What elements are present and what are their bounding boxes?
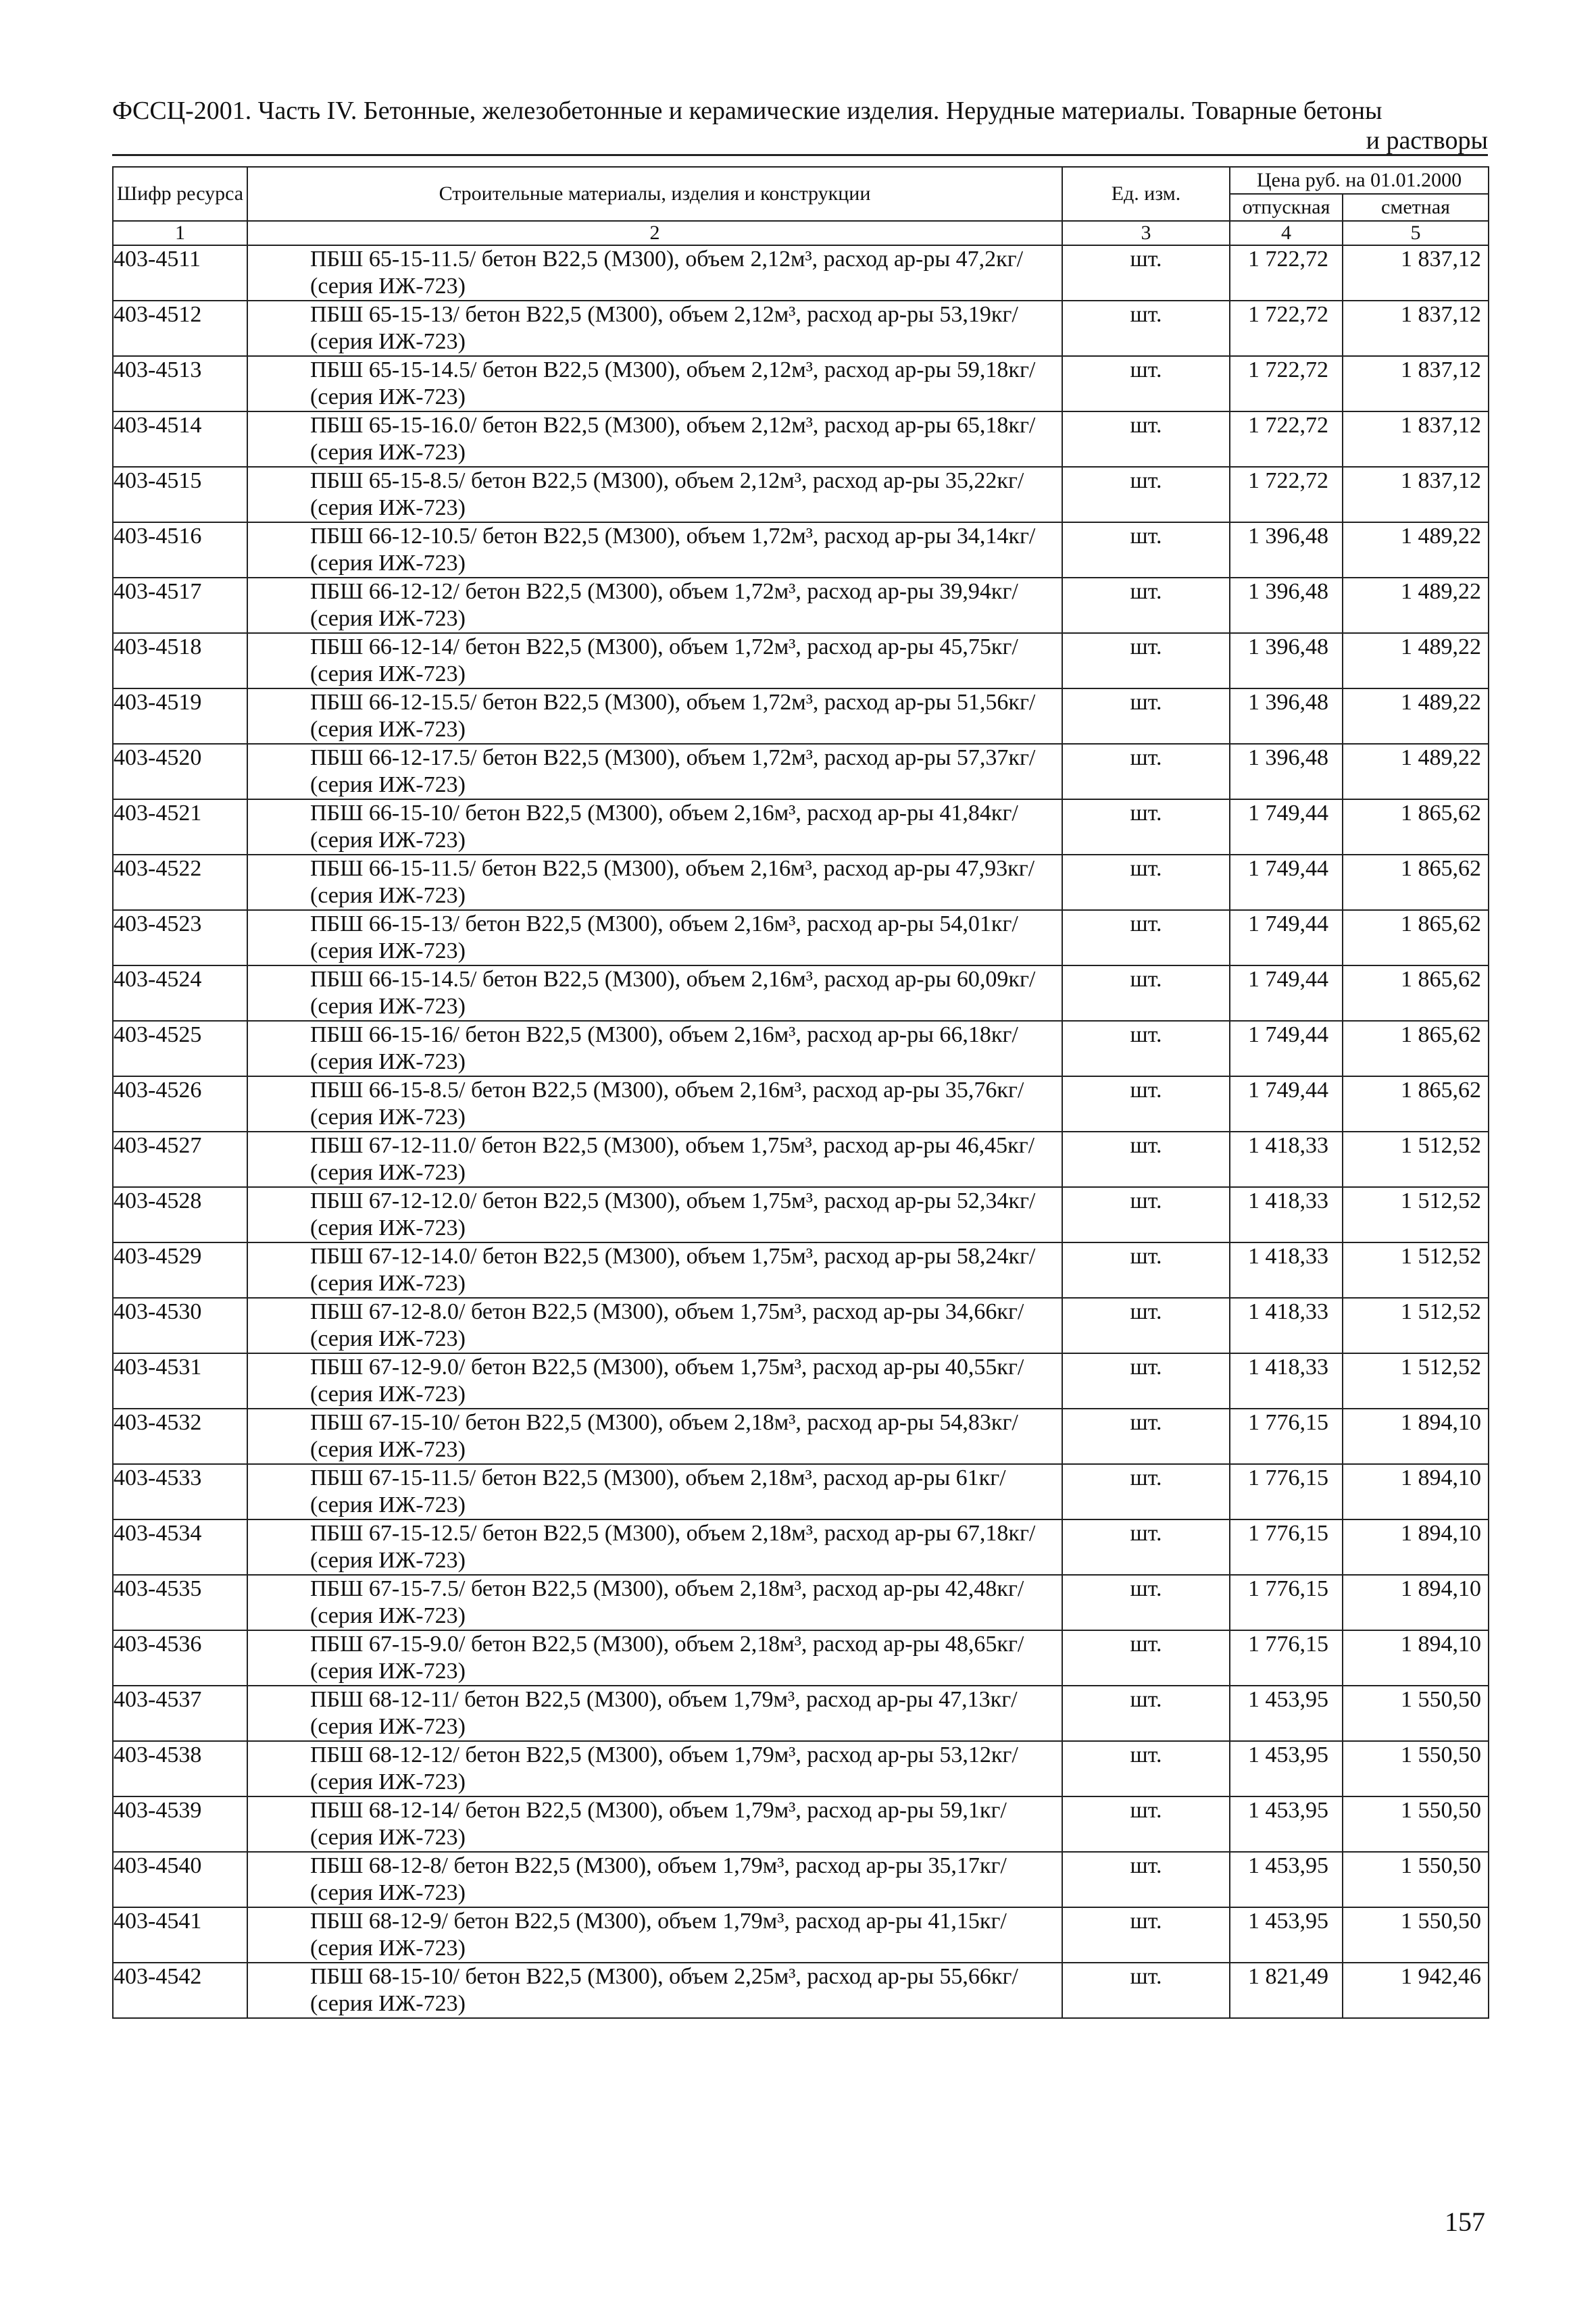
table-row (113, 1187, 1489, 1242)
price-release: 1 749,44 (1230, 799, 1343, 855)
unit-of-measure: шт. (1062, 1242, 1230, 1298)
price-release: 1 722,72 (1230, 411, 1343, 467)
unit-of-measure: шт. (1062, 1796, 1230, 1852)
header-rule (112, 154, 1488, 156)
material-name: ПБШ 67-12-11.0/ бетон В22,5 (М300), объем 1,75м³, расход ар-ры 46,45кг/ (серия ИЖ-723) (247, 1132, 1062, 1187)
table-row (113, 799, 1489, 855)
price-release: 1 396,48 (1230, 744, 1343, 799)
price-estimate: 1 550,50 (1343, 1741, 1489, 1796)
col-header-code: Шифр ресурса (113, 167, 247, 221)
resource-code: 403-4526 (113, 1076, 247, 1132)
price-release: 1 418,33 (1230, 1187, 1343, 1242)
material-name: ПБШ 68-12-12/ бетон В22,5 (М300), объем 1,79м³, расход ар-ры 53,12кг/ (серия ИЖ-723) (247, 1741, 1062, 1796)
col-header-unit: Ед. изм. (1062, 167, 1230, 221)
header-title-line2: и растворы (1366, 126, 1488, 155)
resource-code: 403-4518 (113, 633, 247, 688)
price-estimate: 1 865,62 (1343, 1076, 1489, 1132)
price-release: 1 749,44 (1230, 855, 1343, 910)
price-release: 1 453,95 (1230, 1852, 1343, 1907)
unit-of-measure: шт. (1062, 1519, 1230, 1575)
resource-code: 403-4537 (113, 1686, 247, 1741)
table-row (113, 467, 1489, 522)
material-name: ПБШ 66-12-17.5/ бетон В22,5 (М300), объем 1,72м³, расход ар-ры 57,37кг/ (серия ИЖ-723) (247, 744, 1062, 799)
resource-code: 403-4512 (113, 301, 247, 356)
price-estimate: 1 865,62 (1343, 799, 1489, 855)
unit-of-measure: шт. (1062, 855, 1230, 910)
table-row (113, 1575, 1489, 1630)
resource-code: 403-4516 (113, 522, 247, 578)
price-release: 1 776,15 (1230, 1464, 1343, 1519)
price-table (112, 166, 1489, 2019)
price-estimate: 1 865,62 (1343, 910, 1489, 965)
table-row (113, 633, 1489, 688)
price-release: 1 453,95 (1230, 1741, 1343, 1796)
price-estimate: 1 942,46 (1343, 1963, 1489, 2018)
price-release: 1 776,15 (1230, 1409, 1343, 1464)
price-release: 1 776,15 (1230, 1519, 1343, 1575)
table-row (113, 1686, 1489, 1741)
unit-of-measure: шт. (1062, 1852, 1230, 1907)
price-release: 1 749,44 (1230, 910, 1343, 965)
table-row (113, 411, 1489, 467)
resource-code: 403-4525 (113, 1021, 247, 1076)
page-header (112, 96, 1488, 155)
material-name: ПБШ 66-12-14/ бетон В22,5 (М300), объем 1,72м³, расход ар-ры 45,75кг/ (серия ИЖ-723) (247, 633, 1062, 688)
price-estimate: 1 837,12 (1343, 411, 1489, 467)
table-row (113, 1076, 1489, 1132)
header-title-line1: ФССЦ-2001. Часть IV. Бетонные, железобетонные и керамические изделия. Нерудные материалы. Товарные бетоны (112, 97, 1382, 125)
material-name: ПБШ 67-15-11.5/ бетон В22,5 (М300), объем 2,18м³, расход ар-ры 61кг/ (серия ИЖ-723) (247, 1464, 1062, 1519)
resource-code: 403-4522 (113, 855, 247, 910)
table-row (113, 688, 1489, 744)
material-name: ПБШ 67-15-10/ бетон В22,5 (М300), объем 2,18м³, расход ар-ры 54,83кг/ (серия ИЖ-723) (247, 1409, 1062, 1464)
price-estimate: 1 489,22 (1343, 688, 1489, 744)
price-release: 1 722,72 (1230, 245, 1343, 301)
price-release: 1 722,72 (1230, 356, 1343, 411)
table-row (113, 1021, 1489, 1076)
table-row (113, 1409, 1489, 1464)
price-estimate: 1 489,22 (1343, 522, 1489, 578)
material-name: ПБШ 67-12-9.0/ бетон В22,5 (М300), объем 1,75м³, расход ар-ры 40,55кг/ (серия ИЖ-723) (247, 1353, 1062, 1409)
table-row (113, 1630, 1489, 1686)
table-row (113, 1353, 1489, 1409)
col-number: 5 (1343, 221, 1489, 245)
unit-of-measure: шт. (1062, 1353, 1230, 1409)
unit-of-measure: шт. (1062, 965, 1230, 1021)
resource-code: 403-4524 (113, 965, 247, 1021)
material-name: ПБШ 65-15-11.5/ бетон В22,5 (М300), объем 2,12м³, расход ар-ры 47,2кг/ (серия ИЖ-723) (247, 245, 1062, 301)
table-row (113, 1132, 1489, 1187)
unit-of-measure: шт. (1062, 744, 1230, 799)
col-header-price: Цена руб. на 01.01.2000 (1230, 167, 1489, 194)
col-header-release: отпускная (1230, 194, 1343, 221)
table-row (113, 1963, 1489, 2018)
unit-of-measure: шт. (1062, 1741, 1230, 1796)
price-estimate: 1 865,62 (1343, 965, 1489, 1021)
price-estimate: 1 512,52 (1343, 1242, 1489, 1298)
resource-code: 403-4532 (113, 1409, 247, 1464)
price-estimate: 1 550,50 (1343, 1907, 1489, 1963)
table-row (113, 578, 1489, 633)
table-row (113, 356, 1489, 411)
price-release: 1 396,48 (1230, 522, 1343, 578)
material-name: ПБШ 66-15-14.5/ бетон В22,5 (М300), объем 2,16м³, расход ар-ры 60,09кг/ (серия ИЖ-723) (247, 965, 1062, 1021)
price-estimate: 1 512,52 (1343, 1353, 1489, 1409)
material-name: ПБШ 67-15-12.5/ бетон В22,5 (М300), объем 2,18м³, расход ар-ры 67,18кг/ (серия ИЖ-723) (247, 1519, 1062, 1575)
resource-code: 403-4514 (113, 411, 247, 467)
price-release: 1 418,33 (1230, 1353, 1343, 1409)
resource-code: 403-4513 (113, 356, 247, 411)
table-row (113, 744, 1489, 799)
col-header-name: Строительные материалы, изделия и конструкции (247, 167, 1062, 221)
resource-code: 403-4529 (113, 1242, 247, 1298)
price-release: 1 821,49 (1230, 1963, 1343, 2018)
price-release: 1 776,15 (1230, 1575, 1343, 1630)
table-row (113, 1796, 1489, 1852)
resource-code: 403-4541 (113, 1907, 247, 1963)
price-release: 1 453,95 (1230, 1907, 1343, 1963)
material-name: ПБШ 66-15-11.5/ бетон В22,5 (М300), объем 2,16м³, расход ар-ры 47,93кг/ (серия ИЖ-723) (247, 855, 1062, 910)
table-row (113, 1242, 1489, 1298)
material-name: ПБШ 67-12-12.0/ бетон В22,5 (М300), объем 1,75м³, расход ар-ры 52,34кг/ (серия ИЖ-723) (247, 1187, 1062, 1242)
unit-of-measure: шт. (1062, 1575, 1230, 1630)
table-row (113, 1852, 1489, 1907)
material-name: ПБШ 66-15-16/ бетон В22,5 (М300), объем 2,16м³, расход ар-ры 66,18кг/ (серия ИЖ-723) (247, 1021, 1062, 1076)
price-release: 1 776,15 (1230, 1630, 1343, 1686)
resource-code: 403-4528 (113, 1187, 247, 1242)
resource-code: 403-4521 (113, 799, 247, 855)
price-estimate: 1 894,10 (1343, 1519, 1489, 1575)
price-release: 1 396,48 (1230, 633, 1343, 688)
unit-of-measure: шт. (1062, 1686, 1230, 1741)
material-name: ПБШ 66-15-10/ бетон В22,5 (М300), объем 2,16м³, расход ар-ры 41,84кг/ (серия ИЖ-723) (247, 799, 1062, 855)
price-estimate: 1 894,10 (1343, 1409, 1489, 1464)
resource-code: 403-4520 (113, 744, 247, 799)
table-body (113, 245, 1489, 2018)
material-name: ПБШ 67-15-7.5/ бетон В22,5 (М300), объем 2,18м³, расход ар-ры 42,48кг/ (серия ИЖ-723) (247, 1575, 1062, 1630)
resource-code: 403-4536 (113, 1630, 247, 1686)
table-row (113, 1298, 1489, 1353)
price-estimate: 1 894,10 (1343, 1630, 1489, 1686)
price-estimate: 1 894,10 (1343, 1464, 1489, 1519)
price-release: 1 396,48 (1230, 578, 1343, 633)
resource-code: 403-4533 (113, 1464, 247, 1519)
unit-of-measure: шт. (1062, 578, 1230, 633)
resource-code: 403-4515 (113, 467, 247, 522)
col-number: 3 (1062, 221, 1230, 245)
unit-of-measure: шт. (1062, 1409, 1230, 1464)
price-release: 1 722,72 (1230, 301, 1343, 356)
material-name: ПБШ 66-12-15.5/ бетон В22,5 (М300), объем 1,72м³, расход ар-ры 51,56кг/ (серия ИЖ-723) (247, 688, 1062, 744)
price-estimate: 1 837,12 (1343, 245, 1489, 301)
table-row (113, 1907, 1489, 1963)
material-name: ПБШ 68-12-9/ бетон В22,5 (М300), объем 1,79м³, расход ар-ры 41,15кг/ (серия ИЖ-723) (247, 1907, 1062, 1963)
unit-of-measure: шт. (1062, 245, 1230, 301)
table-row (113, 301, 1489, 356)
material-name: ПБШ 65-15-14.5/ бетон В22,5 (М300), объем 2,12м³, расход ар-ры 59,18кг/ (серия ИЖ-723) (247, 356, 1062, 411)
unit-of-measure: шт. (1062, 1021, 1230, 1076)
price-release: 1 749,44 (1230, 1021, 1343, 1076)
price-estimate: 1 837,12 (1343, 356, 1489, 411)
resource-code: 403-4538 (113, 1741, 247, 1796)
unit-of-measure: шт. (1062, 1132, 1230, 1187)
price-estimate: 1 512,52 (1343, 1187, 1489, 1242)
price-estimate: 1 837,12 (1343, 301, 1489, 356)
col-number: 4 (1230, 221, 1343, 245)
resource-code: 403-4527 (113, 1132, 247, 1187)
material-name: ПБШ 67-15-9.0/ бетон В22,5 (М300), объем 2,18м³, расход ар-ры 48,65кг/ (серия ИЖ-723) (247, 1630, 1062, 1686)
price-release: 1 396,48 (1230, 688, 1343, 744)
price-estimate: 1 489,22 (1343, 633, 1489, 688)
price-estimate: 1 894,10 (1343, 1575, 1489, 1630)
price-estimate: 1 865,62 (1343, 1021, 1489, 1076)
table-row (113, 1519, 1489, 1575)
unit-of-measure: шт. (1062, 1464, 1230, 1519)
price-release: 1 418,33 (1230, 1298, 1343, 1353)
price-estimate: 1 550,50 (1343, 1852, 1489, 1907)
unit-of-measure: шт. (1062, 1963, 1230, 2018)
price-estimate: 1 837,12 (1343, 467, 1489, 522)
unit-of-measure: шт. (1062, 633, 1230, 688)
page-number: 157 (1445, 2207, 1485, 2237)
resource-code: 403-4539 (113, 1796, 247, 1852)
price-estimate: 1 512,52 (1343, 1298, 1489, 1353)
unit-of-measure: шт. (1062, 356, 1230, 411)
unit-of-measure: шт. (1062, 411, 1230, 467)
material-name: ПБШ 66-15-8.5/ бетон В22,5 (М300), объем 2,16м³, расход ар-ры 35,76кг/ (серия ИЖ-723) (247, 1076, 1062, 1132)
material-name: ПБШ 66-15-13/ бетон В22,5 (М300), объем 2,16м³, расход ар-ры 54,01кг/ (серия ИЖ-723) (247, 910, 1062, 965)
col-header-estimate: сметная (1343, 194, 1489, 221)
unit-of-measure: шт. (1062, 688, 1230, 744)
material-name: ПБШ 68-12-14/ бетон В22,5 (М300), объем 1,79м³, расход ар-ры 59,1кг/ (серия ИЖ-723) (247, 1796, 1062, 1852)
table-row (113, 855, 1489, 910)
price-release: 1 749,44 (1230, 965, 1343, 1021)
unit-of-measure: шт. (1062, 1076, 1230, 1132)
price-release: 1 418,33 (1230, 1242, 1343, 1298)
resource-code: 403-4534 (113, 1519, 247, 1575)
table-row (113, 965, 1489, 1021)
material-name: ПБШ 68-12-11/ бетон В22,5 (М300), объем 1,79м³, расход ар-ры 47,13кг/ (серия ИЖ-723) (247, 1686, 1062, 1741)
unit-of-measure: шт. (1062, 522, 1230, 578)
price-release: 1 418,33 (1230, 1132, 1343, 1187)
unit-of-measure: шт. (1062, 301, 1230, 356)
material-name: ПБШ 66-12-12/ бетон В22,5 (М300), объем 1,72м³, расход ар-ры 39,94кг/ (серия ИЖ-723) (247, 578, 1062, 633)
unit-of-measure: шт. (1062, 1630, 1230, 1686)
price-release: 1 749,44 (1230, 1076, 1343, 1132)
resource-code: 403-4530 (113, 1298, 247, 1353)
price-estimate: 1 489,22 (1343, 744, 1489, 799)
material-name: ПБШ 68-12-8/ бетон В22,5 (М300), объем 1,79м³, расход ар-ры 35,17кг/ (серия ИЖ-723) (247, 1852, 1062, 1907)
material-name: ПБШ 67-12-8.0/ бетон В22,5 (М300), объем 1,75м³, расход ар-ры 34,66кг/ (серия ИЖ-723) (247, 1298, 1062, 1353)
col-number: 1 (113, 221, 247, 245)
unit-of-measure: шт. (1062, 799, 1230, 855)
resource-code: 403-4535 (113, 1575, 247, 1630)
material-name: ПБШ 65-15-8.5/ бетон В22,5 (М300), объем 2,12м³, расход ар-ры 35,22кг/ (серия ИЖ-723) (247, 467, 1062, 522)
col-number: 2 (247, 221, 1062, 245)
material-name: ПБШ 68-15-10/ бетон В22,5 (М300), объем 2,25м³, расход ар-ры 55,66кг/ (серия ИЖ-723) (247, 1963, 1062, 2018)
price-release: 1 453,95 (1230, 1686, 1343, 1741)
price-estimate: 1 550,50 (1343, 1686, 1489, 1741)
price-estimate: 1 512,52 (1343, 1132, 1489, 1187)
price-estimate: 1 865,62 (1343, 855, 1489, 910)
material-name: ПБШ 67-12-14.0/ бетон В22,5 (М300), объем 1,75м³, расход ар-ры 58,24кг/ (серия ИЖ-723) (247, 1242, 1062, 1298)
unit-of-measure: шт. (1062, 1187, 1230, 1242)
unit-of-measure: шт. (1062, 910, 1230, 965)
price-release: 1 453,95 (1230, 1796, 1343, 1852)
resource-code: 403-4511 (113, 245, 247, 301)
table-row (113, 245, 1489, 301)
unit-of-measure: шт. (1062, 1907, 1230, 1963)
resource-code: 403-4540 (113, 1852, 247, 1907)
material-name: ПБШ 66-12-10.5/ бетон В22,5 (М300), объем 1,72м³, расход ар-ры 34,14кг/ (серия ИЖ-723) (247, 522, 1062, 578)
table-row (113, 1464, 1489, 1519)
unit-of-measure: шт. (1062, 1298, 1230, 1353)
table-row (113, 522, 1489, 578)
price-estimate: 1 550,50 (1343, 1796, 1489, 1852)
material-name: ПБШ 65-15-13/ бетон В22,5 (М300), объем 2,12м³, расход ар-ры 53,19кг/ (серия ИЖ-723) (247, 301, 1062, 356)
resource-code: 403-4519 (113, 688, 247, 744)
price-release: 1 722,72 (1230, 467, 1343, 522)
table-row (113, 910, 1489, 965)
price-estimate: 1 489,22 (1343, 578, 1489, 633)
unit-of-measure: шт. (1062, 467, 1230, 522)
resource-code: 403-4517 (113, 578, 247, 633)
resource-code: 403-4523 (113, 910, 247, 965)
table-row (113, 1741, 1489, 1796)
resource-code: 403-4531 (113, 1353, 247, 1409)
material-name: ПБШ 65-15-16.0/ бетон В22,5 (М300), объем 2,12м³, расход ар-ры 65,18кг/ (серия ИЖ-723) (247, 411, 1062, 467)
resource-code: 403-4542 (113, 1963, 247, 2018)
